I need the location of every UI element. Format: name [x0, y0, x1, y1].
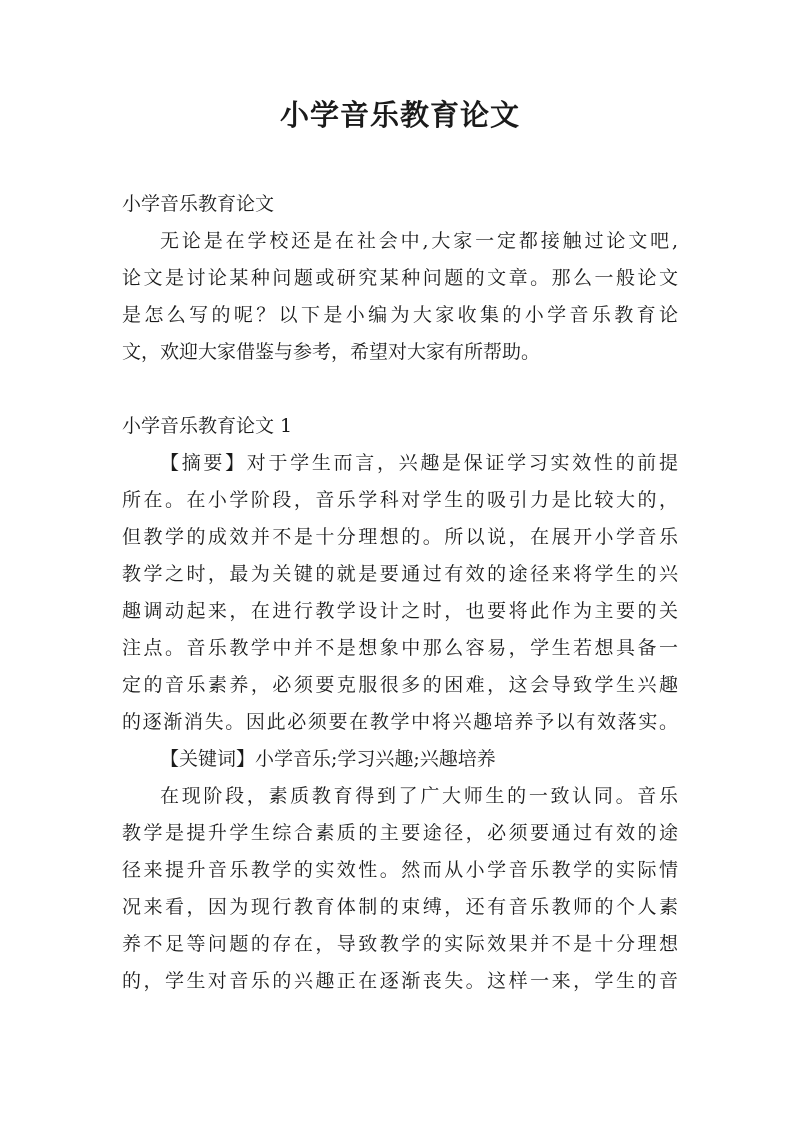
body-line: 径来提升音乐教学的实效性。然而从小学音乐教学的实际情	[122, 859, 678, 881]
intro-line: 是怎么写的呢？以下是小编为大家收集的小学音乐教育论	[122, 304, 678, 326]
subtitle: 小学音乐教育论文	[122, 193, 275, 215]
keywords-line: 【关键词】小学音乐;学习兴趣;兴趣培养	[160, 748, 496, 770]
body-line: 况来看，因为现行教育体制的束缚，还有音乐教师的个人素	[122, 896, 678, 918]
abstract-line: 趣调动起来，在进行教学设计之时，也要将此作为主要的关	[122, 600, 678, 622]
abstract-line: 定的音乐素养，必须要克服很多的困难，这会导致学生兴趣	[122, 674, 678, 696]
abstract-line: 所在。在小学阶段，音乐学科对学生的吸引力是比较大的，	[122, 489, 678, 511]
section-heading: 小学音乐教育论文 1	[122, 415, 293, 437]
abstract-line: 的逐渐消失。因此必须要在教学中将兴趣培养予以有效落实。	[122, 711, 678, 733]
body-line: 教学是提升学生综合素质的主要途径，必须要通过有效的途	[122, 822, 678, 844]
body-line: 的，学生对音乐的兴趣正在逐渐丧失。这样一来，学生的音	[122, 970, 678, 992]
body-line: 养不足等问题的存在，导致教学的实际效果并不是十分理想	[122, 933, 678, 955]
intro-paragraph	[122, 223, 678, 371]
document-title: 小学音乐教育论文	[279, 98, 520, 132]
body-line: 在现阶段，素质教育得到了广大师生的一致认同。音乐	[160, 785, 678, 807]
paragraph-gap	[122, 371, 678, 408]
intro-line: 文，欢迎大家借鉴与参考，希望对大家有所帮助。	[122, 341, 541, 363]
abstract-line: 【摘要】对于学生而言，兴趣是保证学习实效性的前提	[160, 452, 678, 474]
intro-line: 论文是讨论某种问题或研究某种问题的文章。那么一般论文	[122, 267, 678, 289]
document-body	[122, 186, 678, 1000]
intro-line: 无论是在学校还是在社会中,大家一定都接触过论文吧,	[160, 230, 678, 252]
abstract-line: 但教学的成效并不是十分理想的。所以说，在展开小学音乐	[122, 526, 678, 548]
abstract-line: 教学之时，最为关键的就是要通过有效的途径来将学生的兴	[122, 563, 678, 585]
abstract-line: 注点。音乐教学中并不是想象中那么容易，学生若想具备一	[122, 637, 678, 659]
abstract-paragraph	[122, 445, 678, 741]
body-paragraph	[122, 778, 678, 1000]
